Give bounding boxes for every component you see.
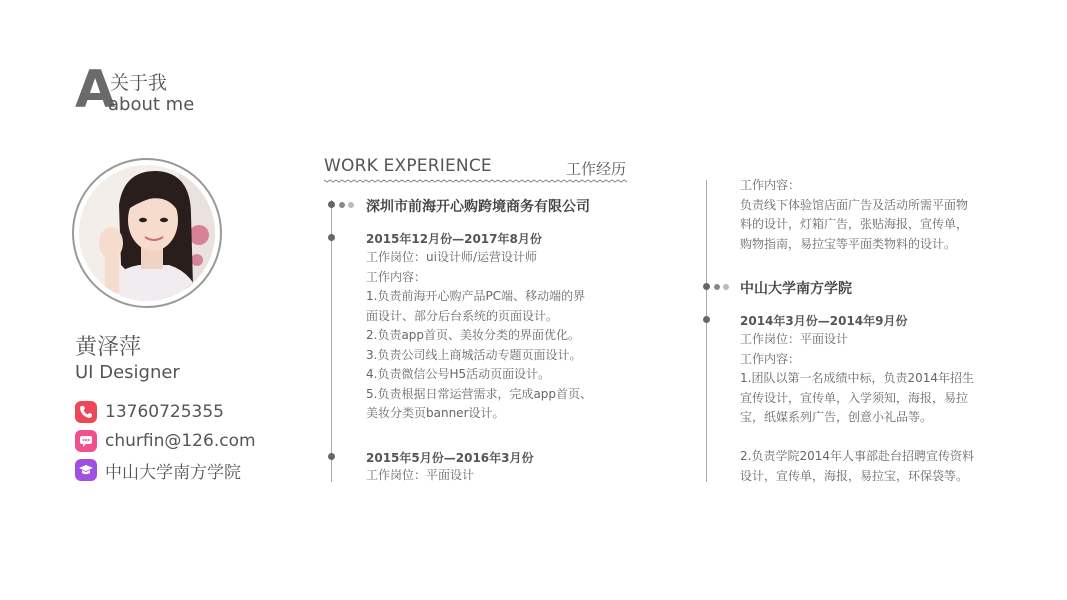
timeline-dot [328, 453, 335, 460]
timeline-dot [348, 202, 354, 208]
job-detail-line: 工作内容： [366, 269, 427, 284]
job-detail-line: 面设计、部分后台系统的页面设计。 [366, 308, 559, 323]
timeline-dot [339, 202, 345, 208]
job-detail-line: 工作内容： [740, 351, 801, 366]
job-detail-line: 设计，宣传单，海报，易拉宝，环保袋等。 [740, 468, 969, 483]
avatar-photo [79, 165, 215, 301]
job-detail-line: 4.负责微信公号H5活动页面设计。 [366, 367, 551, 381]
job-period: 2015年12月份—2017年8月份 [366, 232, 542, 246]
profile-role: UI Designer [75, 362, 180, 383]
company-name: 深圳市前海开心购跨境商务有限公司 [366, 199, 590, 215]
timeline-dot [328, 201, 335, 208]
job-detail-line: 宝，纸媒系列广告，创意小礼品等。 [740, 410, 933, 424]
job-detail-line: 1.负责前海开心购产品PC端、移动端的界 [366, 289, 586, 303]
job-details [366, 248, 592, 424]
contact-email[interactable] [75, 429, 256, 453]
graduation-cap-icon [75, 459, 97, 481]
job-detail-line: 工作岗位：ui设计师/运营设计师 [366, 250, 537, 264]
profile-name: 黄泽萍 [75, 335, 142, 360]
timeline-dot [714, 284, 720, 290]
timeline-dot [328, 234, 335, 241]
chat-icon [75, 430, 97, 452]
job-detail-line: 2.负责学院2014年人事部赴台招聘宣传资料 [740, 449, 974, 463]
contact-phone-text: 13760725355 [105, 402, 224, 422]
job-detail-line: 购物指南，易拉宝等平面类物料的设计。 [740, 236, 957, 251]
timeline-line-right [706, 180, 707, 482]
header-letter: A [75, 60, 114, 120]
job-detail-line: 1.团队以第一名成绩中标，负责2014年招生 [740, 371, 974, 385]
contact-email-text: churfin@126.com [105, 431, 256, 451]
job-detail-spacer [740, 428, 974, 448]
section-title-en: WORK EXPERIENCE [324, 156, 492, 176]
timeline-dot [723, 284, 729, 290]
job-detail-line: 工作内容： [740, 178, 801, 192]
school-name: 中山大学南方学院 [740, 281, 852, 297]
job-detail-line: 2.负责app首页、美妆分类的界面优化。 [366, 328, 581, 342]
contact-phone[interactable] [75, 400, 224, 424]
job-detail-line: 工作岗位：平面设计 [366, 468, 475, 482]
job-period: 2014年3月份—2014年9月份 [740, 314, 908, 328]
job-details [740, 176, 968, 254]
job-detail-line: 负责线下体验馆店面广告及活动所需平面物 [740, 197, 969, 212]
job-detail-line: 工作岗位：平面设计 [740, 332, 849, 346]
section-title-cn: 工作经历 [566, 160, 627, 178]
job-detail-line: 美妆分类页banner设计。 [366, 406, 505, 420]
job-detail-line: 料的设计，灯箱广告，张贴海报，宣传单， [740, 217, 969, 231]
avatar [72, 158, 222, 308]
header-title-cn: 关于我 [110, 72, 168, 94]
job-period: 2015年5月份—2016年3月份 [366, 451, 534, 465]
phone-icon [75, 401, 97, 423]
timeline-line-left [331, 200, 332, 482]
timeline-dot [703, 316, 710, 323]
portrait-illustration [79, 165, 215, 301]
contact-school[interactable] [75, 458, 241, 482]
section-zigzag-rule [324, 179, 628, 183]
job-detail-line: 5.负责根据日常运营需求，完成app首页、 [366, 386, 593, 401]
job-details [740, 330, 974, 486]
job-detail-line: 宣传设计，宣传单，入学须知，海报，易拉 [740, 390, 969, 405]
contact-school-text: 中山大学南方学院 [105, 462, 241, 483]
timeline-dot [703, 283, 710, 290]
header-title-en: about me [108, 94, 195, 115]
job-detail-line: 3.负责公司线上商城活动专题页面设计。 [366, 347, 582, 362]
